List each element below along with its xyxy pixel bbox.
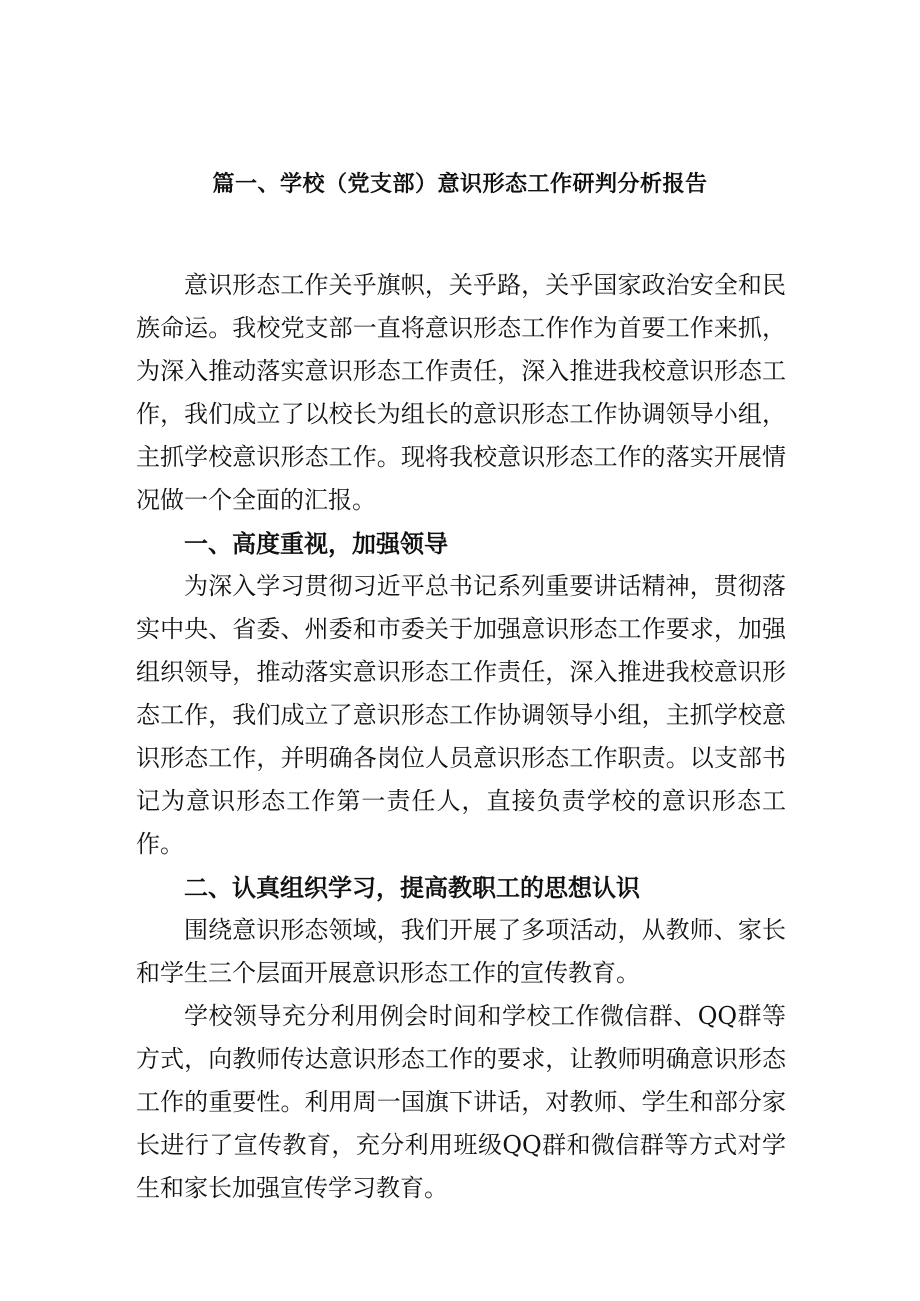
document-body	[136, 264, 786, 1210]
document-title: 篇一、学校（党支部）意识形态工作研判分析报告	[212, 171, 708, 197]
section-heading-1: 一、高度重视，加强领导	[184, 529, 448, 558]
intro-paragraph: 意识形态工作关乎旗帜，关乎路，关乎国家政治安全和民族命运。我校党支部一直将意识形态工作作为首要工作来抓，为深入推动落实意识形态工作责任，深入推进我校意识形态工作，我们成立了以校长为组长的意识形态工作协调领导小组，主抓学校意识形态工作。现将我校意识形态工作的落实开展情况做一个全面的汇报。	[136, 271, 786, 514]
section-heading-2: 二、认真组织学习，提高教职工的思想认识	[184, 873, 640, 902]
section-2-paragraph-2: 学校领导充分利用例会时间和学校工作微信群、QQ群等方式，向教师传达意识形态工作的要求，让教师明确意识形态工作的重要性。利用周一国旗下讲话，对教师、学生和部分家长进行了宣传教育，充分利用班级QQ群和微信群等方式对学生和家长加强宣传学习教育。	[136, 1002, 786, 1202]
section-1-paragraph: 为深入学习贯彻习近平总书记系列重要讲话精神，贯彻落实中央、省委、州委和市委关于加强意识形态工作要求，加强组织领导，推动落实意识形态工作责任，深入推进我校意识形态工作，我们成立了意识形态工作协调领导小组，主抓学校意识形态工作，并明确各岗位人员意识形态工作职责。以支部书记为意识形态工作第一责任人，直接负责学校的意识形态工作。	[136, 572, 786, 858]
section-2-paragraph-1: 围绕意识形态领域，我们开展了多项活动，从教师、家长和学生三个层面开展意识形态工作的宣传教育。	[136, 916, 786, 987]
